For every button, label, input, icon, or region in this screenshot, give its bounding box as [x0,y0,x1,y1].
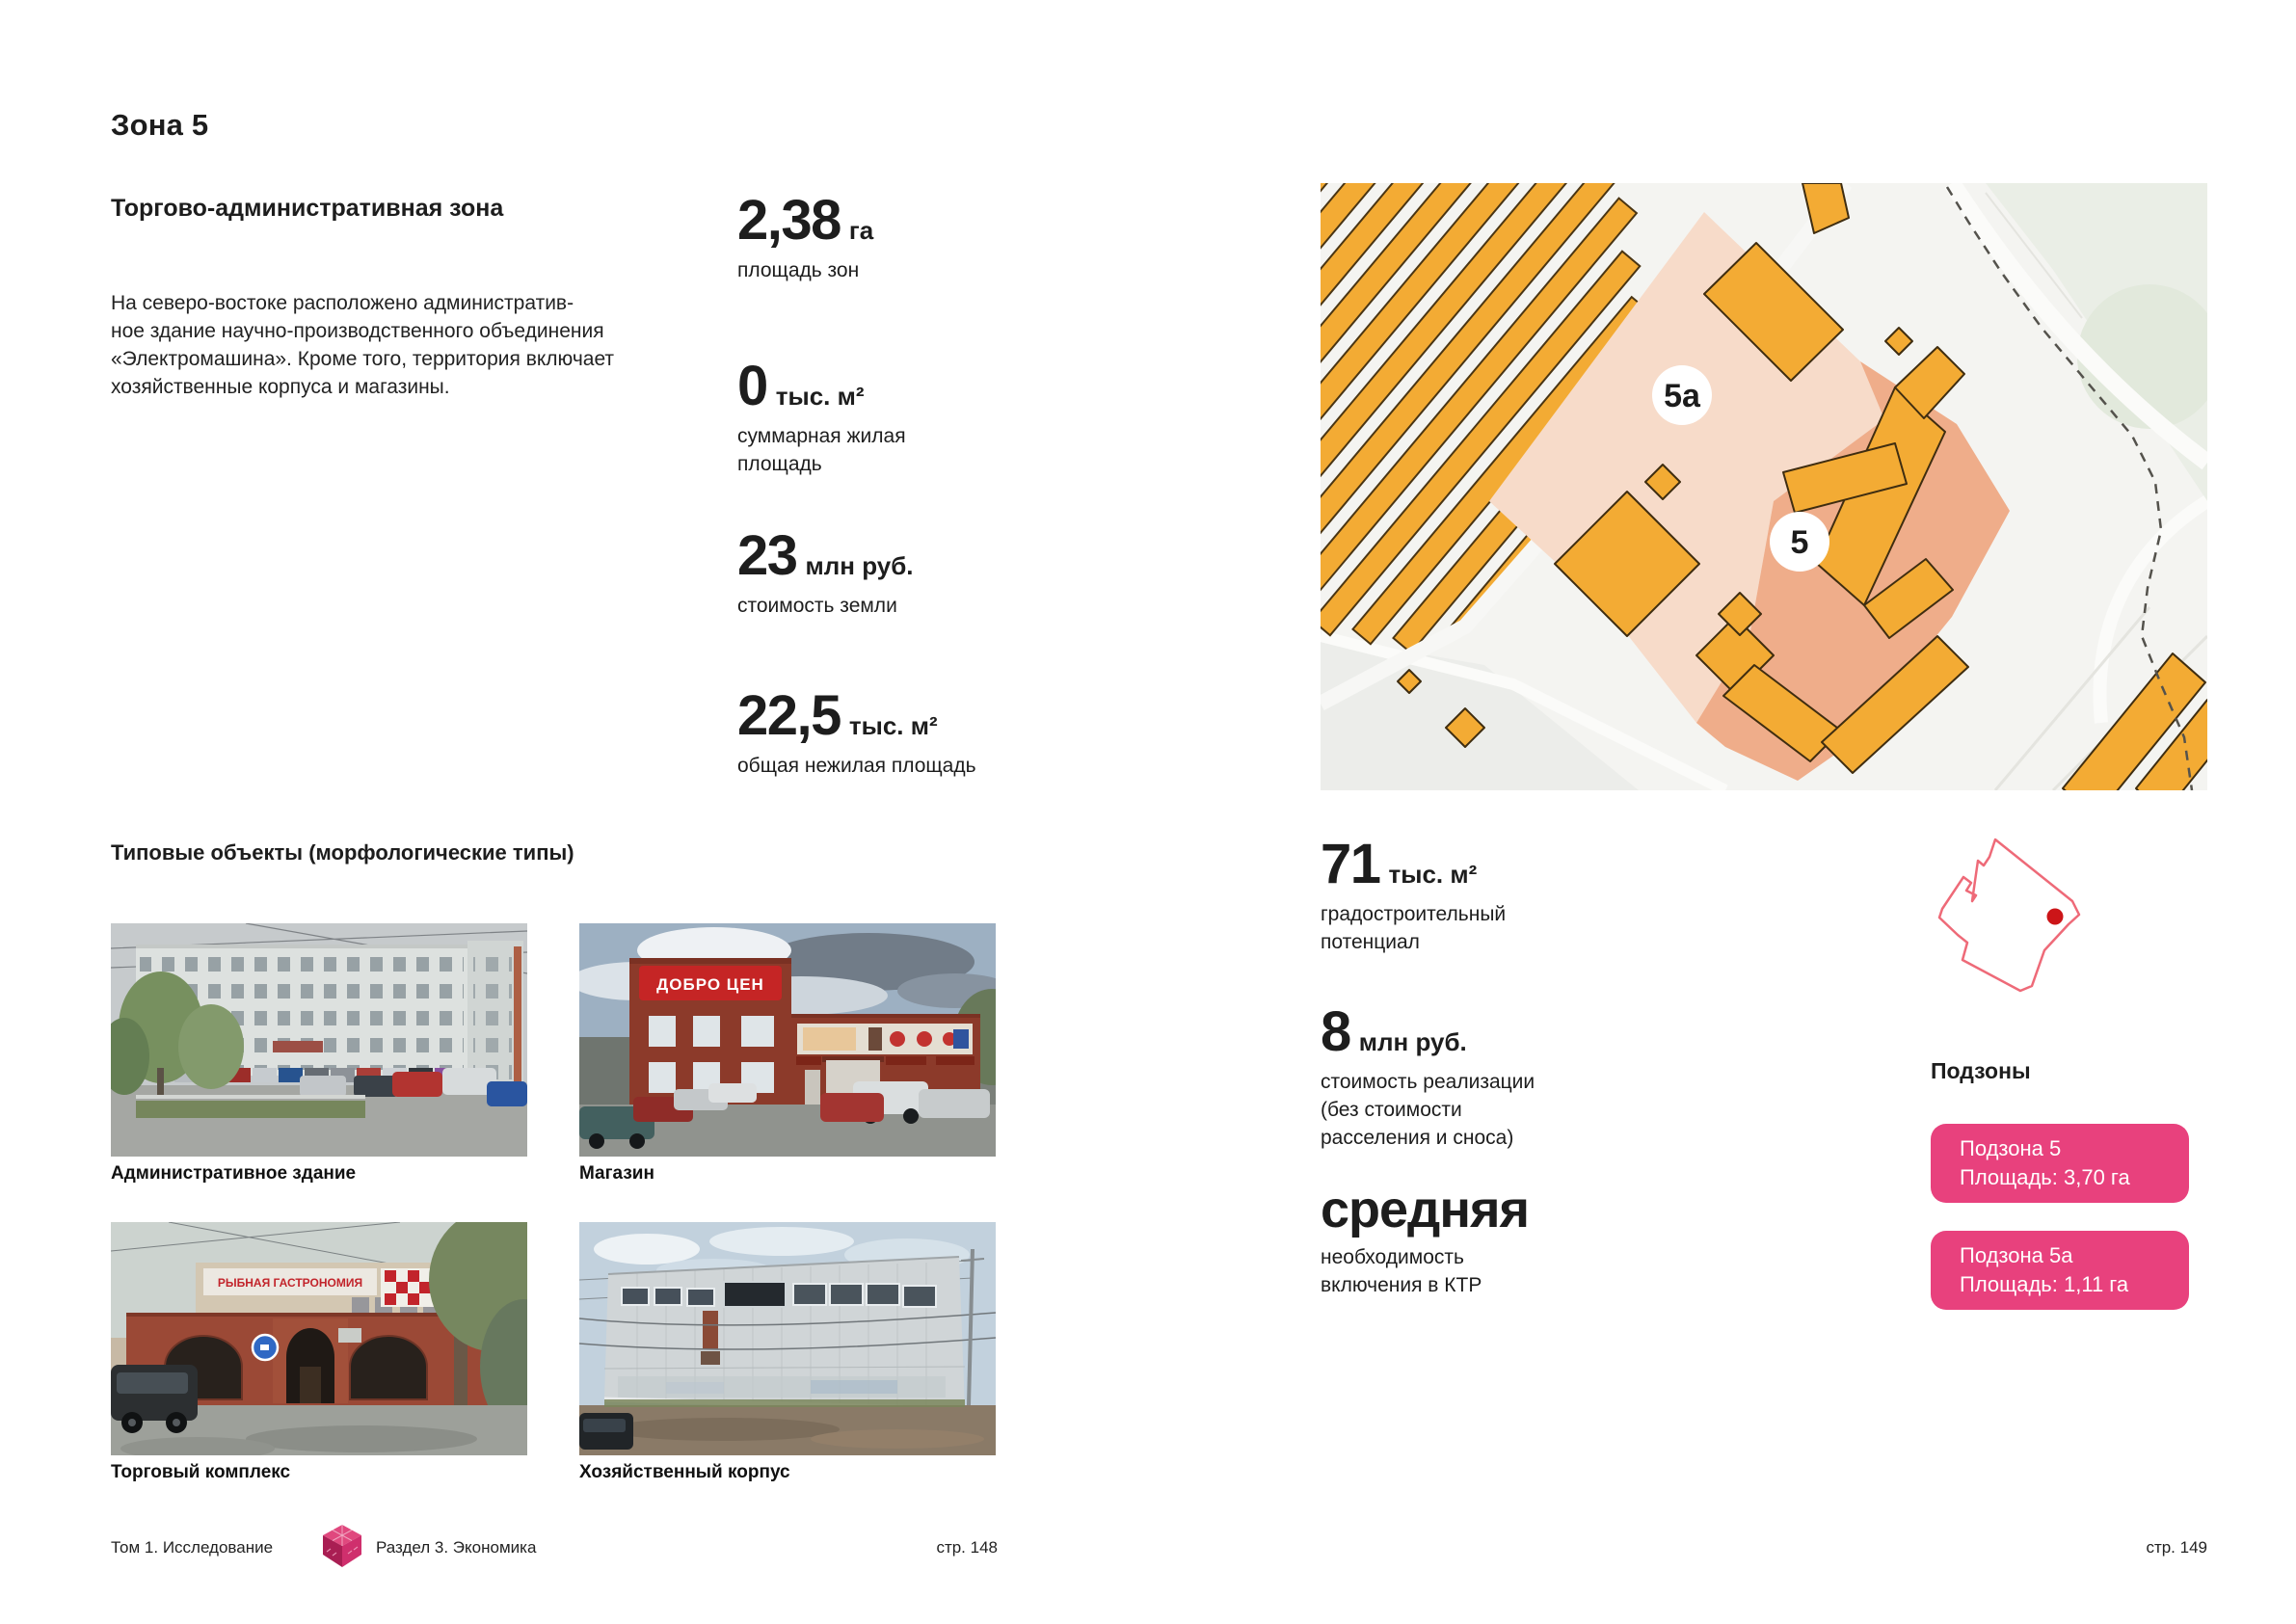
subzone-area: Площадь: 1,11 га [1960,1272,2129,1296]
page-title: Зона 5 [111,108,209,142]
stat-realization-cost [1321,1000,1576,1152]
map-marker-5-label: 5 [1790,524,1809,561]
stat-label: суммарная жилая площадь [737,425,906,475]
stat-development-potential [1321,833,1528,956]
stat-value: 8 [1321,1000,1350,1063]
stat-unit: га [848,216,874,245]
zone-subtitle: Торгово-административная зона [111,195,504,222]
subzone-name: Подзона 5а [1960,1243,2073,1267]
stat-label: общая нежилая площадь [737,755,976,777]
description-line: ное здание научно-производственного объединения [111,320,604,342]
stat-value: 2,38 [737,189,841,252]
photo-administrative-building-image [111,923,527,1157]
stat-label: стоимость реализации (без стоимости расселения и сноса) [1321,1071,1535,1149]
description-line: хозяйственные корпуса и магазины. [111,376,450,398]
photo-caption: Административное здание [111,1163,357,1184]
stat-unit: тыс. м² [848,711,938,740]
description-line: На северо-востоке расположено административ- [111,292,574,314]
photo-retail-complex [111,1222,527,1455]
photo-caption: Магазин [579,1163,654,1184]
stat-value: 23 [737,524,797,587]
stat-unit: млн руб. [805,551,914,580]
stat-value: 22,5 [737,684,841,747]
description-line: «Электромашина». Кроме того, территория включает [111,348,615,370]
photo-retail-complex-image [111,1222,527,1455]
map-marker-5a [1652,365,1712,425]
map-marker-5 [1770,512,1829,572]
district-locator-image [1928,834,2121,1026]
photo-utility-building-image [579,1222,996,1455]
district-locator-minimap [1928,834,2121,1031]
stat-label: стоимость земли [737,595,897,617]
zone-location-dot [2047,909,2064,925]
ktr-label: необходимость включения в КТР [1321,1246,1482,1296]
subzone-chip-5 [1931,1124,2189,1203]
stat-nonresidential-area [737,684,976,780]
stat-unit: тыс. м² [775,382,865,411]
photo-caption: Торговый комплекс [111,1462,291,1482]
footer-section: Раздел 3. Экономика [376,1538,537,1557]
stat-label: градостроительный потенциал [1321,903,1507,953]
typical-objects-heading: Типовые объекты (морфологические типы) [111,840,574,865]
stat-zone-area [737,189,874,284]
subzone-area: Площадь: 3,70 га [1960,1165,2130,1189]
subzone-chip-5a [1931,1231,2189,1310]
subzone-name: Подзона 5 [1960,1136,2062,1160]
photo-administrative-building [111,923,527,1157]
fish-shop-sign-text: РЫБНАЯ ГАСТРОНОМИЯ [217,1276,363,1290]
zone-map [1321,183,2207,795]
ktr-necessity-block [1321,1181,1529,1299]
stat-land-cost [737,524,914,620]
stat-value: 0 [737,355,767,417]
subzones-heading: Подзоны [1931,1058,2031,1083]
publisher-logo-icon [321,1523,363,1574]
stat-unit: тыс. м² [1388,860,1478,889]
map-marker-5a-label: 5а [1664,378,1700,414]
stat-value: 71 [1321,833,1380,895]
zone-description [111,289,614,401]
stat-residential-area [737,355,935,478]
footer-page-number-right: стр. 149 [2146,1538,2207,1557]
footer-volume: Том 1. Исследование [111,1538,274,1557]
zone-map-image [1321,183,2207,790]
photo-caption: Хозяйственный корпус [579,1462,790,1482]
footer-page-number-left: стр. 148 [936,1538,998,1557]
ktr-value: средняя [1321,1181,1529,1238]
photo-utility-building [579,1222,996,1455]
stat-unit: млн руб. [1358,1027,1467,1056]
store-sign-text: ДОБРО ЦЕН [656,975,764,994]
stat-label: площадь зон [737,259,860,281]
photo-store-image [579,923,996,1157]
photo-store [579,923,996,1157]
